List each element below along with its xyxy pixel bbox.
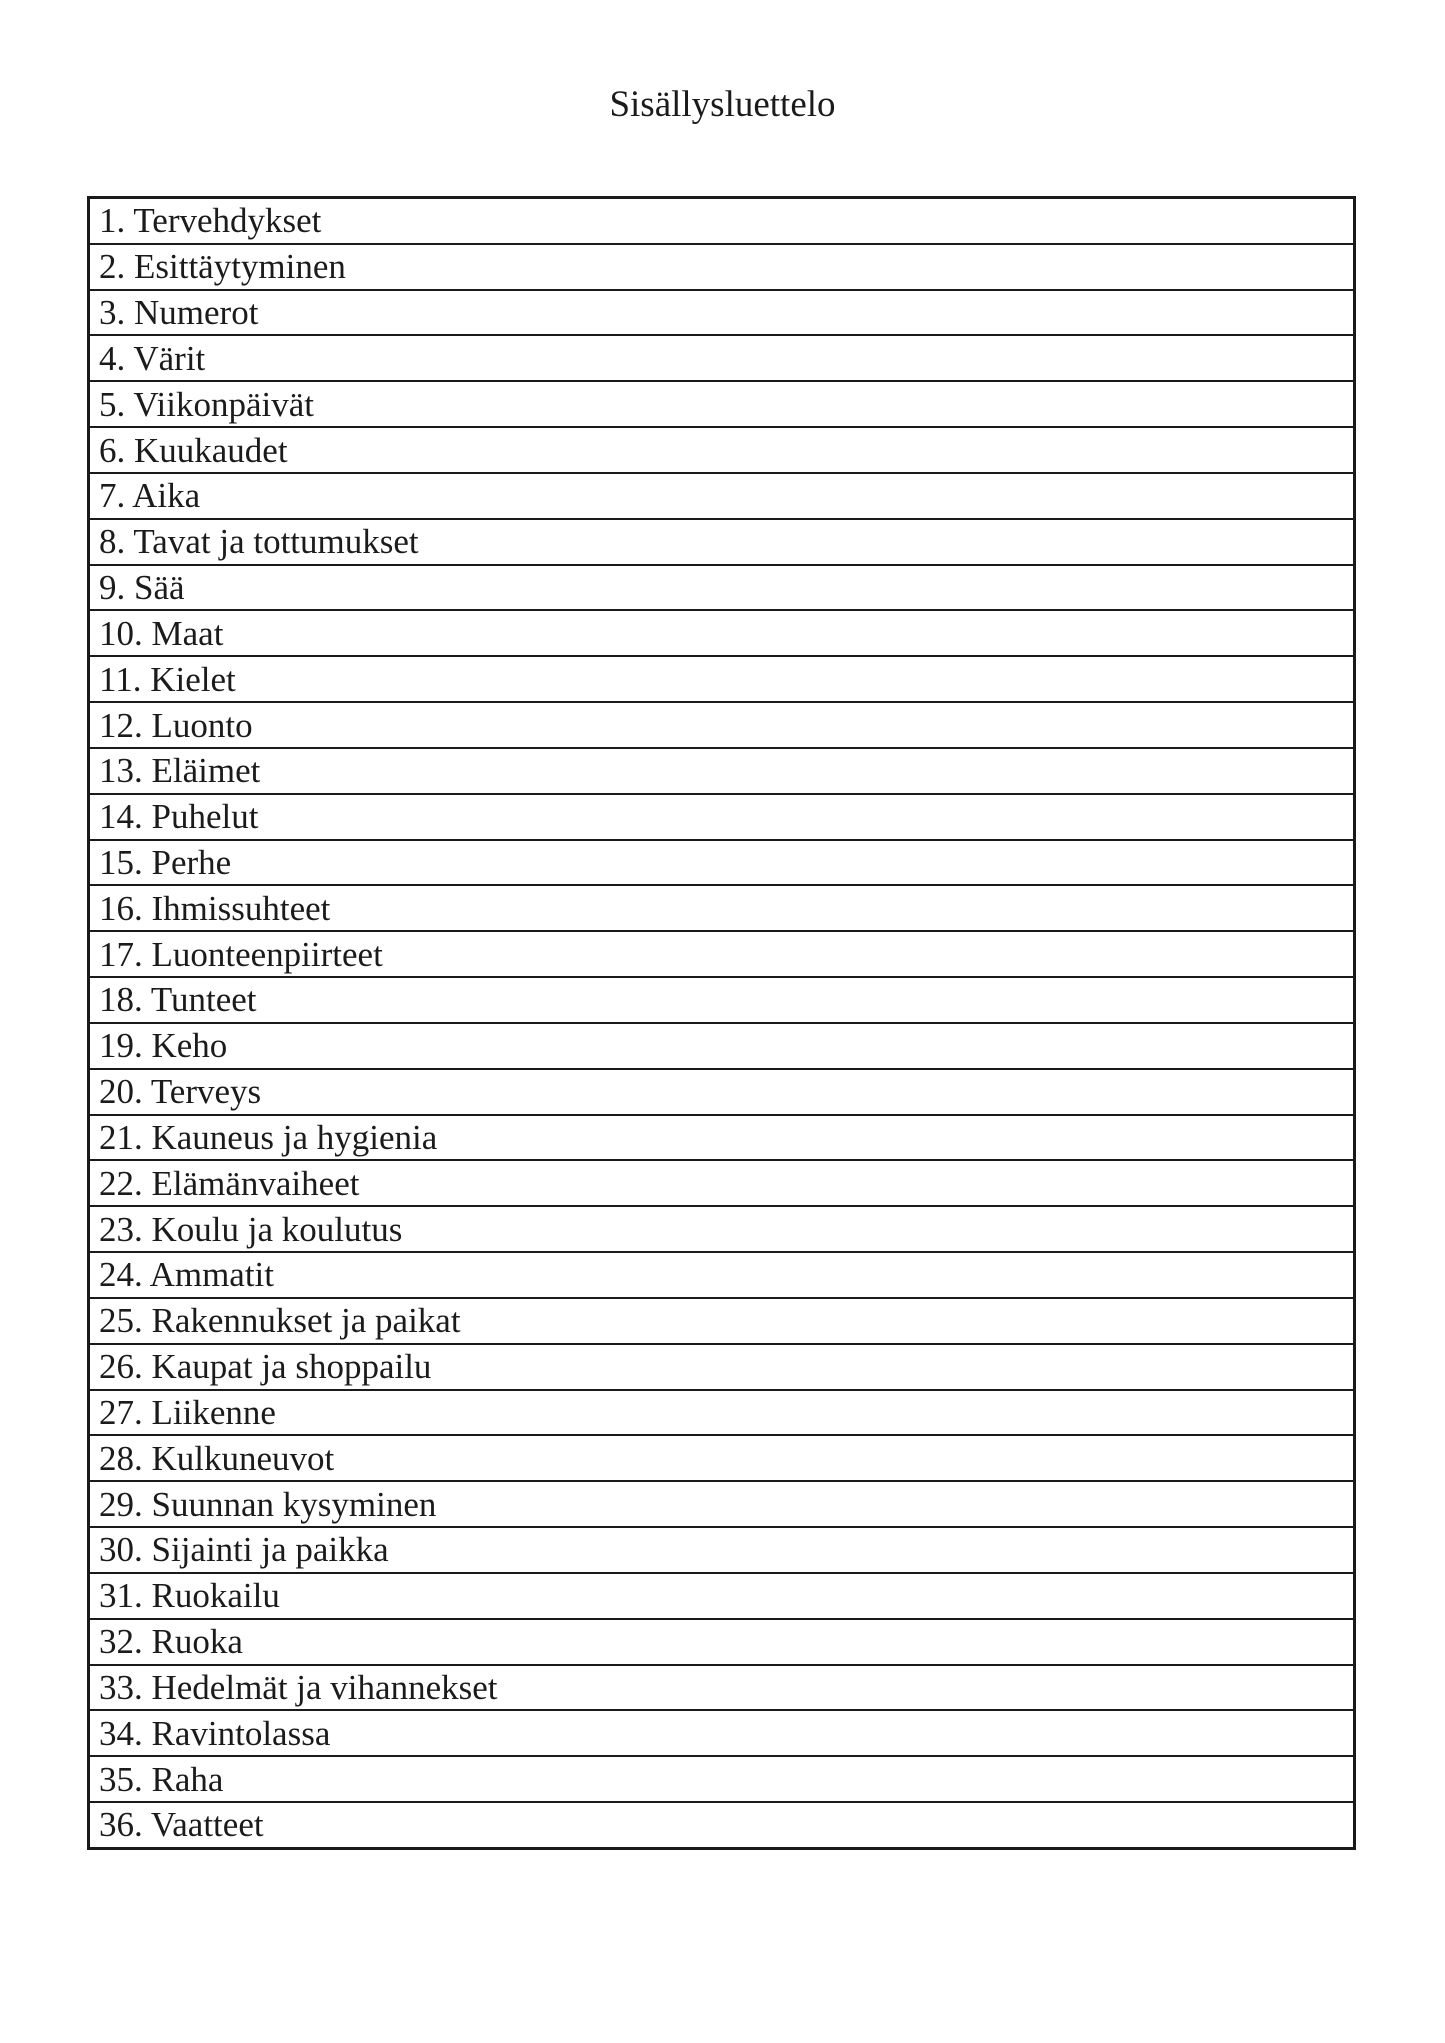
toc-entry-label: 12. Luonto (99, 705, 253, 745)
toc-row (90, 1664, 1353, 1710)
toc-row (90, 1480, 1353, 1526)
toc-row (90, 1389, 1353, 1435)
toc-entry-label: 16. Ihmissuhteet (99, 888, 331, 928)
toc-row (90, 1343, 1353, 1389)
toc-row (90, 243, 1353, 289)
toc-entry-label: 22. Elämänvaiheet (99, 1163, 360, 1203)
toc-entry-label: 1. Tervehdykset (99, 201, 322, 241)
toc-entry-label: 25. Rakennukset ja paikat (99, 1301, 461, 1341)
toc-entry-label: 28. Kulkuneuvot (99, 1438, 335, 1478)
toc-entry-label: 10. Maat (99, 613, 224, 653)
toc-entry-label: 26. Kaupat ja shoppailu (99, 1347, 432, 1387)
toc-entry-label: 8. Tavat ja tottumukset (99, 522, 419, 562)
toc-row (90, 1755, 1353, 1801)
toc-row (90, 655, 1353, 701)
toc-entry-label: 18. Tunteet (99, 980, 257, 1020)
toc-entry-label: 27. Liikenne (99, 1392, 276, 1432)
toc-row (90, 609, 1353, 655)
toc-entry-label: 3. Numerot (99, 293, 259, 333)
toc-entry-label: 29. Suunnan kysyminen (99, 1484, 437, 1524)
toc-row (90, 1434, 1353, 1480)
toc-entry-label: 17. Luonteenpiirteet (99, 934, 383, 974)
toc-entry-label: 5. Viikonpäivät (99, 384, 315, 424)
toc-row (90, 976, 1353, 1022)
toc-entry-label: 11. Kielet (99, 659, 236, 699)
toc-entry-label: 30. Sijainti ja paikka (99, 1530, 389, 1570)
toc-entry-label: 19. Keho (99, 1026, 228, 1066)
toc-row (90, 199, 1353, 243)
toc-entry-label: 31. Ruokailu (99, 1576, 280, 1616)
toc-row (90, 1618, 1353, 1664)
toc-row (90, 1251, 1353, 1297)
toc-row (90, 1801, 1353, 1847)
toc-row (90, 1572, 1353, 1618)
toc-entry-label: 13. Eläimet (99, 751, 261, 791)
toc-row (90, 380, 1353, 426)
toc-entry-label: 23. Koulu ja koulutus (99, 1209, 403, 1249)
toc-entry-label: 36. Vaatteet (99, 1805, 264, 1845)
toc-row (90, 1297, 1353, 1343)
toc-entry-label: 14. Puhelut (99, 797, 259, 837)
toc-row (90, 472, 1353, 518)
toc-row (90, 426, 1353, 472)
toc-row (90, 701, 1353, 747)
toc-row (90, 1068, 1353, 1114)
toc-entry-label: 6. Kuukaudet (99, 430, 288, 470)
toc-row (90, 1526, 1353, 1572)
toc-row (90, 1114, 1353, 1160)
toc-row (90, 839, 1353, 885)
toc-row (90, 747, 1353, 793)
toc-row (90, 1159, 1353, 1205)
toc-table (87, 196, 1356, 1850)
toc-entry-label: 32. Ruoka (99, 1622, 243, 1662)
page-title: Sisällysluettelo (609, 84, 836, 125)
toc-row (90, 884, 1353, 930)
toc-entry-label: 7. Aika (99, 476, 201, 516)
toc-row (90, 930, 1353, 976)
toc-row (90, 1709, 1353, 1755)
toc-row (90, 518, 1353, 564)
toc-row (90, 1205, 1353, 1251)
toc-row (90, 793, 1353, 839)
toc-entry-label: 33. Hedelmät ja vihannekset (99, 1667, 498, 1707)
toc-entry-label: 35. Raha (99, 1759, 224, 1799)
toc-entry-label: 24. Ammatit (99, 1255, 274, 1295)
toc-row (90, 334, 1353, 380)
toc-row (90, 289, 1353, 335)
toc-entry-label: 4. Värit (99, 338, 206, 378)
toc-entry-label: 2. Esittäytyminen (99, 247, 346, 287)
toc-entry-label: 20. Terveys (99, 1072, 262, 1112)
toc-entry-label: 34. Ravintolassa (99, 1713, 331, 1753)
toc-entry-label: 9. Sää (99, 568, 185, 608)
toc-entry-label: 15. Perhe (99, 843, 232, 882)
toc-row (90, 564, 1353, 610)
toc-entry-label: 21. Kauneus ja hygienia (99, 1117, 438, 1157)
toc-row (90, 1022, 1353, 1068)
